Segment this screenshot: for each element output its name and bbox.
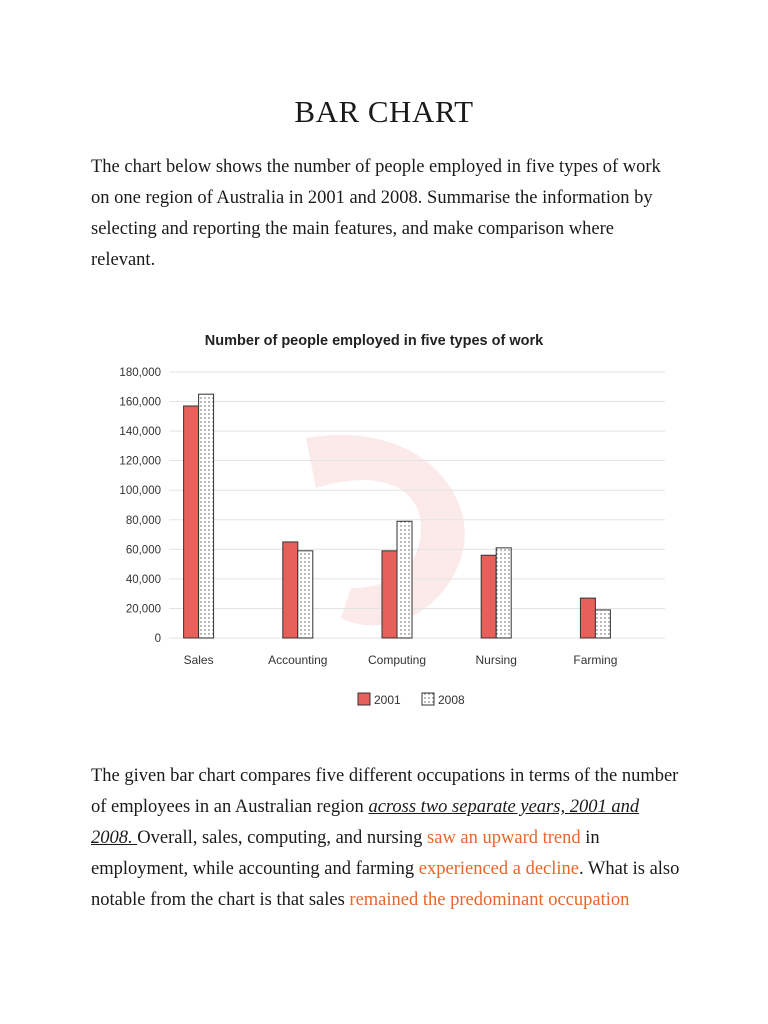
bar-chart-svg xyxy=(91,288,677,740)
bar-2008-computing xyxy=(397,521,412,638)
bar-2008-farming xyxy=(595,610,610,638)
y-tick-label: 80,000 xyxy=(125,514,161,527)
legend-swatch-2008 xyxy=(422,693,434,705)
x-category-label: Computing xyxy=(367,653,427,667)
highlight-predominant: remained the predominant occupation xyxy=(349,890,630,910)
x-category-label: Sales xyxy=(183,653,214,667)
answer-text-2: Overall, sales, computing, and nursing xyxy=(137,828,428,848)
page-title: BAR CHART xyxy=(294,94,474,129)
y-tick-label: 60,000 xyxy=(125,544,161,557)
y-tick-label: 180,000 xyxy=(119,367,161,379)
answer-paragraph xyxy=(91,761,681,916)
legend-swatch-2001 xyxy=(358,693,370,705)
highlight-decline: experienced a decline xyxy=(418,859,580,879)
highlight-upward-trend: saw an upward trend xyxy=(427,828,581,848)
y-tick-label: 100,000 xyxy=(119,485,161,498)
legend-label-2001: 2001 xyxy=(374,693,401,707)
y-tick-label: 160,000 xyxy=(119,396,161,409)
bar-2008-sales xyxy=(199,394,214,638)
bar-2008-accounting xyxy=(298,551,313,638)
bar-2001-farming xyxy=(580,598,595,638)
y-tick-label: 140,000 xyxy=(119,426,161,439)
y-tick-label: 20,000 xyxy=(125,603,161,616)
chart-title: Number of people employed in five types of work xyxy=(204,333,544,349)
bar-2001-accounting xyxy=(283,542,298,638)
answer-text-1: The given bar chart compares five different occupations in terms of the number of employees in an Australian region xyxy=(91,766,679,817)
task-prompt: The chart below shows the number of people employed in five types of work on one region of Australia in 2001 and 2008. Summarise the information by selecting and reporting the main features, and make comparison where relevant. xyxy=(91,157,661,270)
y-tick-label: 0 xyxy=(154,633,161,645)
bar-2001-computing xyxy=(382,551,397,638)
x-category-label: Nursing xyxy=(475,653,517,667)
x-category-label: Farming xyxy=(573,653,618,667)
x-category-label: Accounting xyxy=(268,653,328,667)
legend-label-2008: 2008 xyxy=(438,693,465,707)
answer-italic-phrase: across two separate years, 2001 and 2008. xyxy=(91,797,640,848)
bar-2001-sales xyxy=(184,406,199,638)
answer-text-3: in employment, while accounting and farming xyxy=(91,828,600,879)
y-tick-label: 120,000 xyxy=(119,455,161,468)
bar-2008-nursing xyxy=(496,548,511,638)
y-tick-label: 40,000 xyxy=(125,573,161,586)
bar-2001-nursing xyxy=(481,555,496,638)
chart-legend xyxy=(358,693,465,707)
bar-chart xyxy=(91,288,677,740)
answer-text-4: . What is also notable from the chart is that sales xyxy=(91,859,680,910)
